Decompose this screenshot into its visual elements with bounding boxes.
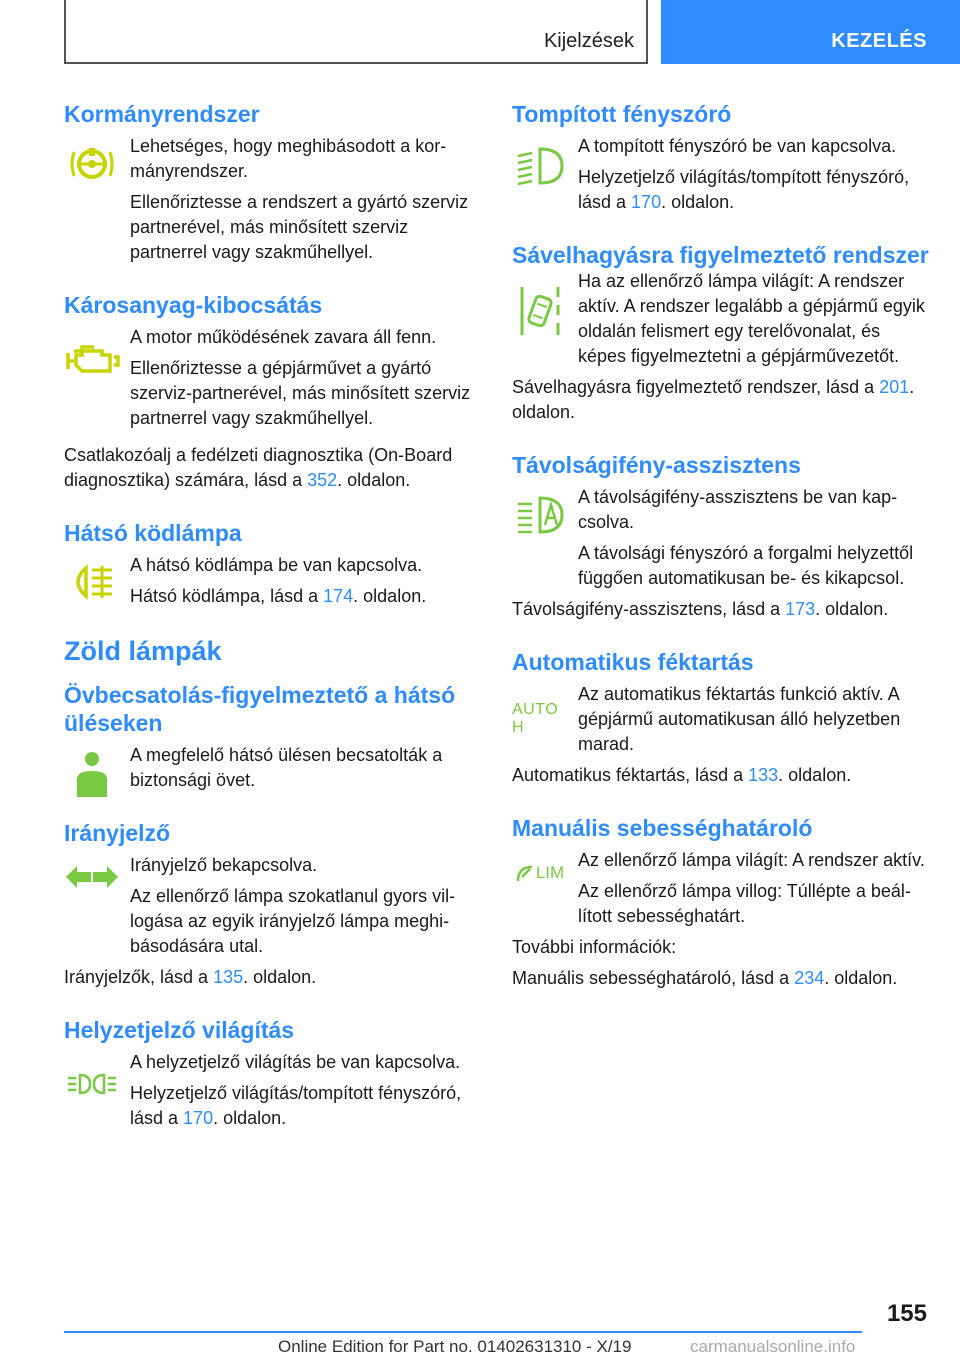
fog-ref-pre: Hátsó ködlámpa, lásd a — [130, 586, 324, 606]
turn-title: Irányjelző — [64, 820, 171, 846]
page-number: 155 — [886, 1300, 927, 1327]
limiter-ref-text — [512, 966, 932, 991]
section-lane — [512, 241, 932, 425]
autohold-ref-pre: Automatikus féktartás, lásd a — [512, 765, 749, 785]
lane-ref-pre: Sávelhagyásra figyelmeztető rendszer, lásd a — [512, 377, 880, 397]
fog-page-link[interactable]: 174 — [323, 586, 354, 606]
highbeam-title: Távolságifény-asszisztens — [512, 452, 801, 478]
section-steering — [64, 100, 478, 265]
parking-text-1: A helyzetjelző világítás be van kapcsolva. — [130, 1052, 461, 1072]
parking-ref-pre: Helyzetjelző világítás/tompított fényszóró, lásd a — [130, 1083, 462, 1128]
turn-signal-icon — [64, 857, 120, 897]
emission-obd-text — [64, 443, 478, 493]
parking-title: Helyzetjelző világítás — [64, 1017, 295, 1043]
header-section-box — [64, 0, 648, 64]
lowbeam-title: Tompított fényszóró — [512, 101, 732, 127]
fog-ref-post: . oldalon. — [353, 586, 427, 606]
highbeam-text-2: A távolsági fényszóró a forgalmi helyzettől függően automatikusan be- és kikapcsol. — [578, 543, 914, 588]
highbeam-page-link[interactable]: 173 — [785, 599, 816, 619]
section-fog — [64, 519, 478, 609]
limiter-page-link[interactable]: 234 — [794, 968, 825, 988]
section-emission — [64, 291, 478, 493]
seatbelt-icon — [64, 747, 120, 803]
parking-page-link[interactable]: 170 — [183, 1108, 214, 1128]
steering-text-2: Ellenőriztesse a rendszert a gyártó szerviz partnerével, más minősített szerviz partnerrel vagy szakműhellyel. — [130, 192, 469, 262]
fog-ref-text — [130, 584, 478, 609]
parking-light-icon — [64, 1064, 120, 1104]
footer-edition: Online Edition for Part no. 01402631310 - X/19 — [278, 1337, 632, 1356]
limiter-text-1: Az ellenőrző lámpa világít: A rendszer aktív. — [578, 850, 925, 870]
lowbeam-ref-text — [578, 165, 932, 215]
parking-ref-post: . oldalon. — [213, 1108, 287, 1128]
turn-ref-post: . oldalon. — [243, 967, 317, 987]
parking-ref-text — [130, 1081, 478, 1131]
limiter-text-2: Az ellenőrző lámpa villog: Túllépte a beállított sebességhatárt. — [578, 881, 911, 926]
emission-obd-post: . oldalon. — [337, 470, 411, 490]
section-lowbeam — [512, 100, 932, 215]
turn-ref-pre: Irányjelzők, lásd a — [64, 967, 214, 987]
steering-text-1: Lehetséges, hogy meghibásodott a kormányrendszer. — [130, 136, 447, 181]
emission-text-1: A motor működésének zavara áll fenn. — [130, 327, 437, 347]
lane-ref-text — [512, 375, 932, 425]
lane-ref-post: . oldalon. — [512, 377, 915, 422]
steering-warning-icon — [64, 136, 120, 192]
limiter-text-3: További információk: — [512, 937, 677, 957]
lowbeam-ref-post: . oldalon. — [661, 192, 735, 212]
fog-title: Hátsó ködlámpa — [64, 520, 242, 546]
highbeam-ref-pre: Távolságifény-asszisztens, lásd a — [512, 599, 786, 619]
right-column — [512, 100, 932, 1017]
autohold-text-1: Az automatikus féktartás funkció aktív. A gépjármű automatikusan álló helyzetben marad. — [578, 684, 901, 754]
turn-text-2: Az ellenőrző lámpa szokatlanul gyors villogása az egyik irányjelző lámpa meghibásodására utal. — [130, 886, 456, 956]
lane-title: Sávelhagyásra figyelmeztető rendszer — [512, 242, 929, 268]
highbeam-text-1: A távolságifény-asszisztens be van kapcsolva. — [578, 487, 898, 532]
emission-obd-page-link[interactable]: 352 — [307, 470, 338, 490]
left-column — [64, 100, 478, 1157]
turn-ref-text — [64, 965, 478, 990]
speed-limiter-icon-text: LIM — [535, 863, 565, 882]
emission-title: Károsanyag-kibocsátás — [64, 292, 323, 318]
autohold-title: Automatikus féktartás — [512, 649, 754, 675]
section-highbeam — [512, 451, 932, 622]
autohold-ref-post: . oldalon. — [778, 765, 852, 785]
lane-page-link[interactable]: 201 — [879, 377, 910, 397]
footer-watermark: carmanualsonline.info — [690, 1337, 856, 1356]
section-belt — [64, 681, 478, 793]
header-chapter-tab[interactable] — [661, 0, 960, 64]
lowbeam-page-link[interactable]: 170 — [631, 192, 662, 212]
section-turn — [64, 819, 478, 990]
lane-departure-icon — [512, 279, 568, 343]
section-limiter — [512, 814, 932, 991]
footer-divider — [64, 1331, 862, 1333]
auto-hold-icon-text: AUTO H — [512, 701, 559, 736]
limiter-title: Manuális sebességhatároló — [512, 815, 813, 841]
lane-text-1: Ha az ellenőrző lámpa világít: A rendszer aktív. A rendszer legalább a gépjármű egyik oldalán felismert egy terelővonalat, és képes figyelmeztetni a gépjárművezetőt. — [578, 271, 925, 366]
emission-obd-pre: Csatlakozóalj a fedélzeti diagnosztika (On-Board diagnosztika) számára, lásd a — [64, 445, 453, 490]
limiter-ref-pre: Manuális sebességhatároló, lásd a — [512, 968, 795, 988]
fog-text-1: A hátsó ködlámpa be van kapcsolva. — [130, 555, 423, 575]
emission-text-2: Ellenőriztesse a gépjárművet a gyártó szerviz-partnerével, más minősített szerviz partnerrel vagy szakműhellyel. — [130, 358, 471, 428]
limiter-ref-post: . oldalon. — [824, 968, 898, 988]
header-chapter-title: KEZELÉS — [831, 30, 927, 52]
low-beam-icon — [512, 138, 568, 194]
belt-title: Övbecsatolás-figyelmeztető a hátsó üléseken — [64, 682, 456, 736]
turn-text-1: Irányjelző bekapcsolva. — [130, 855, 318, 875]
lowbeam-ref-pre: Helyzetjelző világítás/tompított fényszóró, lásd a — [578, 167, 910, 212]
autohold-ref-text — [512, 763, 932, 788]
belt-text-1: A megfelelő hátsó ülésen becsatolták a biztonsági övet. — [130, 745, 443, 790]
highbeam-ref-text — [512, 597, 932, 622]
green-lamps-title: Zöld lámpák — [64, 636, 222, 666]
section-parking — [64, 1016, 478, 1131]
steering-title: Kormányrendszer — [64, 101, 260, 127]
highbeam-ref-post: . oldalon. — [815, 599, 889, 619]
autohold-page-link[interactable]: 133 — [748, 765, 779, 785]
rear-fog-icon — [64, 557, 120, 607]
high-beam-assist-icon — [512, 487, 568, 543]
section-autohold — [512, 648, 932, 788]
auto-hold-icon — [512, 701, 568, 736]
speed-limiter-icon — [512, 858, 568, 888]
lowbeam-text-1: A tompított fényszóró be van kapcsolva. — [578, 136, 897, 156]
engine-warning-icon — [64, 333, 120, 389]
header-section-title: Kijelzések — [543, 30, 634, 52]
turn-page-link[interactable]: 135 — [213, 967, 244, 987]
